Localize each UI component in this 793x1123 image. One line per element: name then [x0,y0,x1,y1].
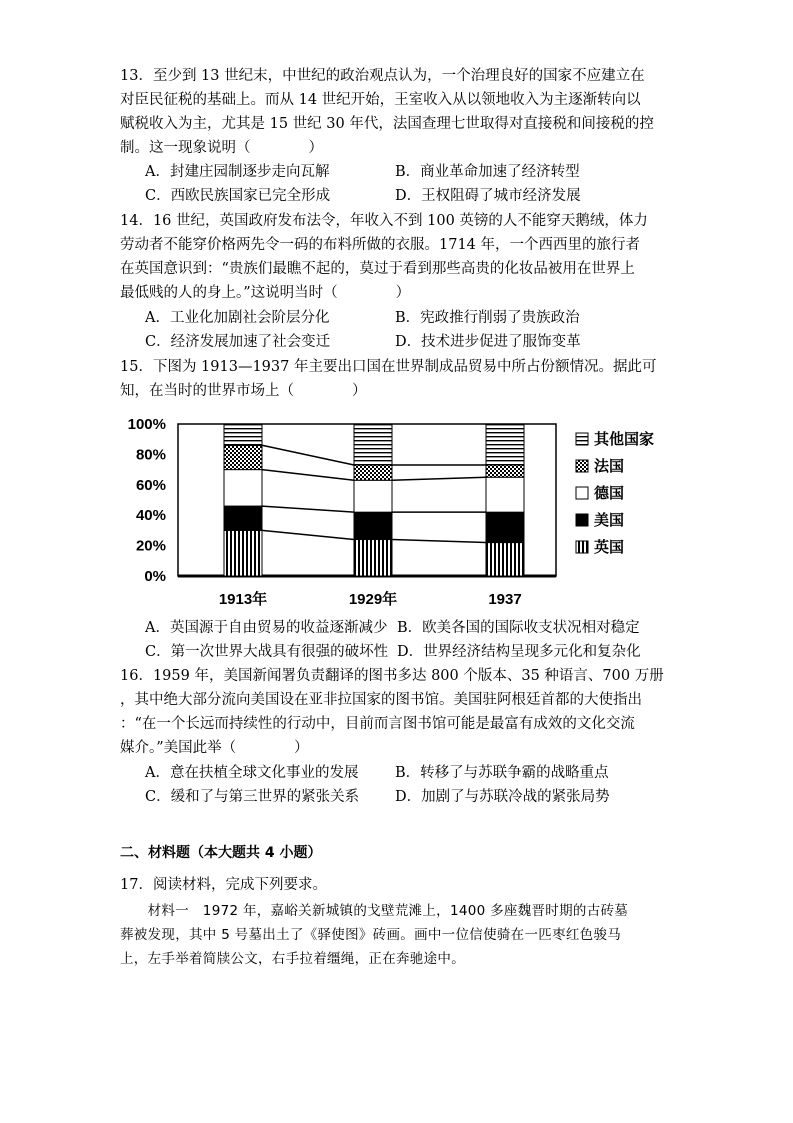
legend-swatch-france [576,460,588,472]
q13-option-c[interactable]: C．西欧民族国家已完全形成 [145,188,331,204]
q13-option-d[interactable]: D．王权阻碍了城市经济发展 [395,188,581,204]
legend-swatch-germany [576,487,588,499]
bar-segment-germany-3 [486,477,524,512]
q16-option-a[interactable]: A．意在扶植全球文化事业的发展 [145,765,359,781]
connector-line [392,540,486,543]
connector-line [392,477,486,480]
bar-segment-uk-1 [224,530,262,576]
connector-line [262,530,354,539]
section-heading: 二、材料题（本大题共 4 小题） [120,845,322,861]
q16-option-b[interactable]: B．转移了与苏联争霸的战略重点 [395,765,609,781]
q17-intro: 17．阅读材料，完成下列要求。 [120,877,327,893]
bar-segment-germany-2 [354,480,392,512]
q13-option-b[interactable]: B．商业革命加速了经济转型 [395,164,580,180]
q17-material-line: 葬被发现，其中 5 号墓出土了《驿使图》砖画。画中一位信使骑在一匹枣红色骏马 [120,927,622,943]
q15-option-d[interactable]: D．世界经济结构呈现多元化和复杂化 [397,644,641,660]
q15-option-a[interactable]: A．英国源于自由贸易的收益逐渐减少 [145,620,388,636]
connector-line [262,445,354,465]
bar-segment-germany-1 [224,470,262,506]
y-axis-ticks [128,416,166,585]
q16-line: ：“在一个长远而持续性的行动中，目前而言图书馆可能是最富有成效的文化交流 [120,716,635,732]
q15-line: 知，在当时的世界市场上（ ） [120,383,367,399]
q16-option-c[interactable]: C．缓和了与第三世界的紧张关系 [145,789,360,805]
y-tick-label: 100% [127,416,166,433]
bar-segment-usa-2 [354,512,392,539]
q17-material-line: 上，左手举着简牍公文，右手拉着缰绳，正在奔驰途中。 [120,951,465,967]
q13-line: 13．至少到 13 世纪末，中世纪的政治观点认为，一个治理良好的国家不应建立在 [120,68,645,84]
bar-segment-uk-3 [486,543,524,576]
legend-label-usa: 美国 [594,511,625,529]
bar-segment-other-3 [486,424,524,465]
bar-segment-france-1 [224,445,262,469]
y-tick-label: 0% [144,568,166,585]
q17-material-line: 材料一 1972 年，嘉峪关新城镇的戈壁荒滩上，1400 多座魏晋时期的古砖墓 [120,903,629,919]
q13-line: 对臣民征税的基础上。而从 14 世纪开始，王室收入从以领地收入为主逐渐转向以 [120,92,641,108]
export-share-chart [118,408,678,608]
bar-segment-france-2 [354,465,392,480]
y-tick-label: 60% [135,476,166,494]
connector-line [262,470,354,481]
x-tick-label: 1929年 [348,591,398,608]
q16-line: 媒介。”美国此举（ ） [120,740,309,756]
legend-label-germany: 德国 [594,484,625,502]
q14-option-d[interactable]: D．技术进步促进了服饰变革 [395,334,581,350]
y-tick-label: 40% [135,507,166,525]
q13-option-a[interactable]: A．封建庄园制逐步走向瓦解 [145,164,330,180]
legend-label-france: 法国 [594,457,625,475]
y-tick-label: 20% [135,537,166,555]
legend-swatch-uk [576,541,588,553]
connector-line [262,506,354,512]
legend-label-uk: 英国 [594,538,625,556]
q15-line: 15．下图为 1913—1937 年主要出口国在世界制成品贸易中所占份额情况。据此可 [120,359,657,375]
legend-swatch-usa [576,514,588,526]
x-tick-label: 1937 [488,591,522,608]
bar-segment-france-3 [486,465,524,477]
bar-segment-usa-1 [224,506,262,530]
x-axis-labels [219,590,522,608]
legend [576,430,654,556]
bar-segment-other-2 [354,424,392,465]
q14-option-c[interactable]: C．经济发展加速了社会变迁 [145,334,331,350]
x-tick-label: 1913年 [218,591,268,608]
q15-option-c[interactable]: C．第一次世界大战具有很强的破坏性 [145,644,389,660]
q14-line: 最低贱的人的身上。”这说明当时（ ） [120,285,411,301]
q13-line: 赋税收入为主，尤其是 15 世纪 30 年代，法国查理七世取得对直接税和间接税的控 [120,116,654,132]
q13-line: 制。这一现象说明（ ） [120,140,323,156]
y-tick-label: 80% [135,446,166,464]
q16-option-d[interactable]: D．加剧了与苏联冷战的紧张局势 [395,789,610,805]
q14-option-a[interactable]: A．工业化加剧社会阶层分化 [145,310,330,326]
bar-segment-other-1 [224,424,262,445]
bar-segment-uk-2 [354,540,392,576]
q16-line: 16．1959 年，美国新闻署负责翻译的图书多达 800 个版本、35 种语言、700 万册 [120,668,664,684]
q14-line: 劳动者不能穿价格两先令一码的布料所做的衣服。1714 年，一个西西里的旅行者 [120,237,641,253]
q14-option-b[interactable]: B．宪政推行削弱了贵族政治 [395,310,580,326]
legend-swatch-other [576,433,588,445]
q14-line: 14．16 世纪，英国政府发布法令，年收入不到 100 英镑的人不能穿天鹅绒，体力 [120,213,648,229]
bar-segment-usa-3 [486,512,524,542]
legend-label-other: 其他国家 [594,430,655,448]
q14-line: 在英国意识到：“贵族们最瞧不起的，莫过于看到那些高贵的化妆品被用在世界上 [120,261,635,277]
q16-line: ，其中绝大部分流向美国设在亚非拉国家的图书馆。美国驻阿根廷首都的大使指出 [120,692,642,708]
q15-option-b[interactable]: B．欧美各国的国际收支状况相对稳定 [397,620,640,636]
